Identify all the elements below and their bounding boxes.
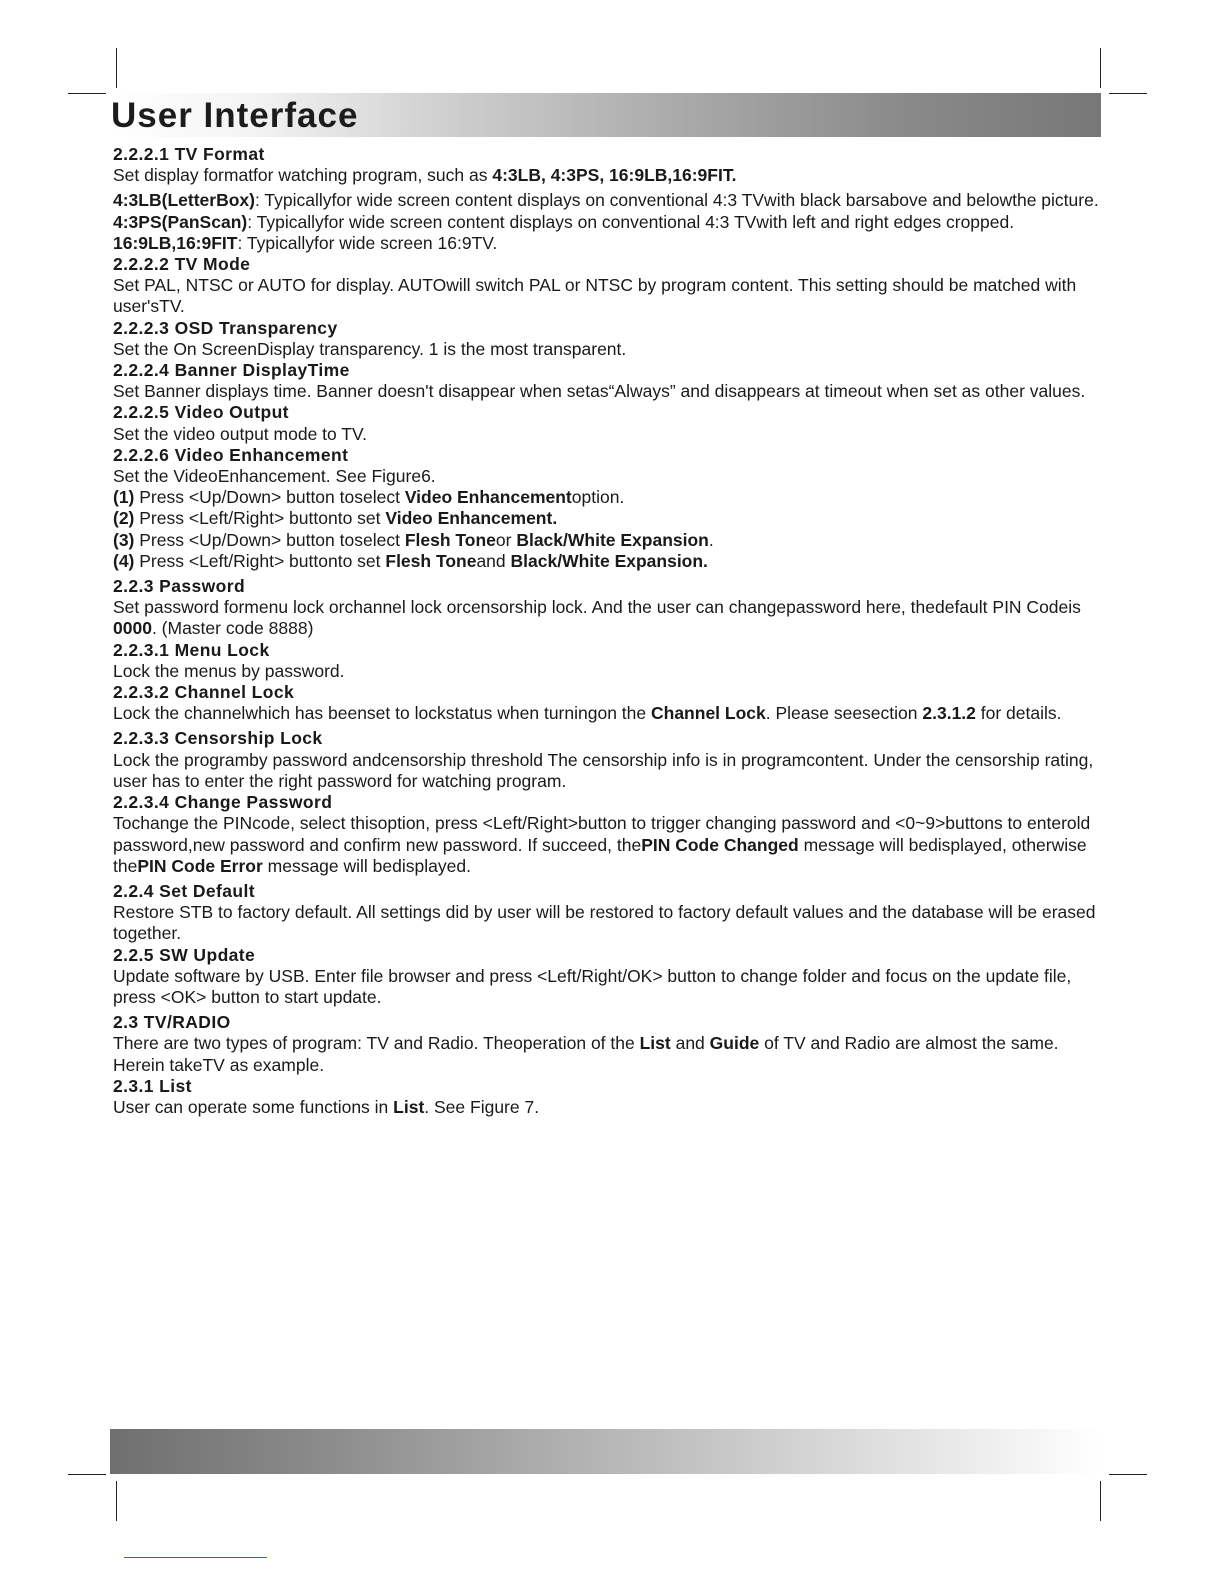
- section-heading-banner-display-time: 2.2.2.4 Banner DisplayTime: [113, 360, 350, 381]
- section-heading-menu-lock: 2.2.3.1 Menu Lock: [113, 639, 270, 660]
- list-item: (2) Press <Left/Right> buttonto set Video Enhancement.: [113, 508, 558, 529]
- section-heading-channel-lock: 2.2.3.2 Channel Lock: [113, 682, 295, 703]
- paragraph: Lock the channelwhich has beenset to lockstatus when turningon the Channel Lock. Please seesection 2.3.1.2 for details.: [113, 703, 1062, 724]
- crop-mark-top-right-vertical: [1100, 48, 1101, 88]
- paragraph: Update software by USB. Enter file browser and press <Left/Right/OK> button to change folder and focus on the update file, press <OK> button to start update.: [113, 965, 1072, 1007]
- crop-mark-top-right-horizontal: [1109, 93, 1147, 94]
- paragraph: Tochange the PINcode, select thisoption, press <Left/Right>button to trigger changing password and <0~9>buttons to enterold password,new password and confirm new password. If succeed, thePIN Code Changed message will bedisplayed, otherwise thePIN Code Error message will bedisplayed.: [113, 813, 1091, 876]
- section-heading-tv-radio: 2.3 TV/RADIO: [113, 1012, 231, 1033]
- crop-mark-top-left-horizontal: [68, 93, 106, 94]
- paragraph: Lock the menus by password.: [113, 660, 345, 681]
- section-heading-password: 2.2.3 Password: [113, 576, 246, 597]
- paragraph: Set the video output mode to TV.: [113, 423, 367, 444]
- paragraph: Set PAL, NTSC or AUTO for display. AUTOwill switch PAL or NTSC by program content. This setting should be matched with user'sTV.: [113, 275, 1077, 317]
- crop-mark-bottom-left-horizontal: [68, 1474, 106, 1475]
- section-heading-video-output: 2.2.2.5 Video Output: [113, 402, 289, 423]
- paragraph: User can operate some functions in List. See Figure 7.: [113, 1096, 540, 1117]
- section-heading-censorship-lock: 2.2.3.3 Censorship Lock: [113, 728, 323, 749]
- paragraph: Restore STB to factory default. All settings did by user will be restored to factory default values and the database will be erased together.: [113, 902, 1096, 944]
- manual-content: [113, 144, 1103, 1118]
- section-heading-set-default: 2.2.4 Set Default: [113, 880, 255, 901]
- paragraph: 4:3LB(LetterBox): Typicallyfor wide screen content displays on conventional 4:3 TVwith black barsabove and belowthe picture.: [113, 190, 1099, 211]
- section-heading-sw-update: 2.2.5 SW Update: [113, 944, 256, 965]
- paragraph: There are two types of program: TV and Radio. Theoperation of the List and Guide of TV and Radio are almost the same. Herein takeTV as example.: [113, 1033, 1059, 1075]
- section-heading-tv-mode: 2.2.2.2 TV Mode: [113, 254, 251, 275]
- section-heading-list: 2.3.1 List: [113, 1075, 192, 1096]
- footnote-separator-line: [124, 1557, 267, 1558]
- paragraph: 16:9LB,16:9FIT: Typicallyfor wide screen 16:9TV.: [113, 232, 498, 253]
- section-heading-tv-format: 2.2.2.1 TV Format: [113, 144, 265, 164]
- paragraph: Set the On ScreenDisplay transparency. 1 is the most transparent.: [113, 338, 627, 359]
- paragraph: Lock the programby password andcensorship threshold The censorship info is in programcontent. Under the censorship rating, user has to enter the right password for watching program.: [113, 749, 1094, 791]
- section-heading-change-password: 2.2.3.4 Change Password: [113, 792, 333, 813]
- crop-mark-bottom-right-horizontal: [1109, 1474, 1147, 1475]
- crop-mark-top-left-vertical: [116, 48, 117, 88]
- section-heading-osd-transparency: 2.2.2.3 OSD Transparency: [113, 317, 338, 338]
- paragraph: Set Banner displays time. Banner doesn't disappear when setas“Always” and disappears at timeout when set as other values.: [113, 381, 1086, 402]
- list-item: (1) Press <Up/Down> button toselect Video Enhancementoption.: [113, 487, 625, 508]
- paragraph: Set display formatfor watching program, such as 4:3LB, 4:3PS, 16:9LB,16:9FIT.: [113, 165, 737, 186]
- footer-gradient-bar: [110, 1429, 1101, 1474]
- section-heading-video-enhancement: 2.2.2.6 Video Enhancement: [113, 444, 349, 465]
- paragraph: Set the VideoEnhancement. See Figure6.: [113, 466, 436, 487]
- crop-mark-bottom-left-vertical: [116, 1481, 117, 1521]
- crop-mark-bottom-right-vertical: [1100, 1481, 1101, 1521]
- list-item: (3) Press <Up/Down> button toselect Flesh Toneor Black/White Expansion.: [113, 529, 714, 550]
- list-item: (4) Press <Left/Right> buttonto set Flesh Toneand Black/White Expansion.: [113, 550, 708, 571]
- paragraph: Set password formenu lock orchannel lock orcensorship lock. And the user can changepassword here, thedefault PIN Codeis 0000. (Master code 8888): [113, 597, 1081, 639]
- paragraph: 4:3PS(PanScan): Typicallyfor wide screen content displays on conventional 4:3 TVwith left and right edges cropped.: [113, 211, 1015, 232]
- page-title: User Interface: [111, 96, 359, 135]
